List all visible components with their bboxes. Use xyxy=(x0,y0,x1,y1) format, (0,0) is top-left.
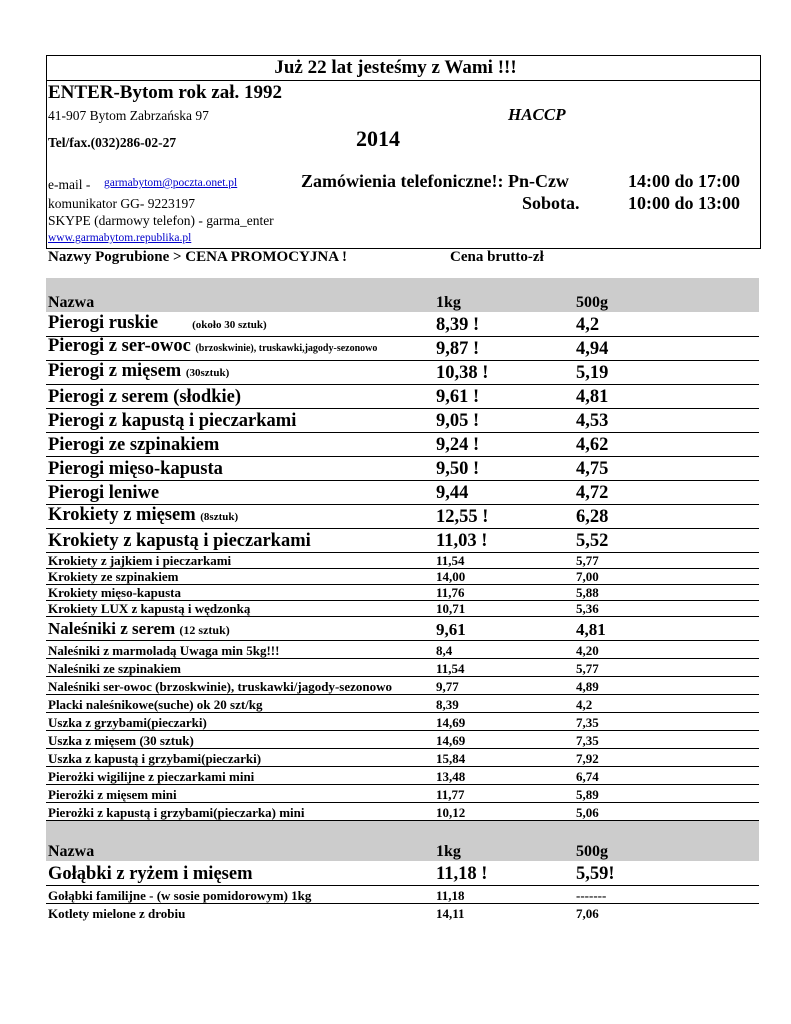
table-row xyxy=(46,384,759,409)
price-1kg: 9,87 ! xyxy=(436,339,480,359)
table-row xyxy=(46,861,759,886)
price-500g: 7,35 xyxy=(576,733,599,748)
price-1kg: 11,18 ! xyxy=(436,864,488,884)
item-name: Uszka z mięsem (30 sztuk) xyxy=(48,733,194,748)
price-500g: 5,88 xyxy=(576,585,599,600)
price-1kg: 9,44 xyxy=(436,483,469,503)
orders-hours-saturday: 10:00 do 13:00 xyxy=(628,193,740,213)
price-1kg: 14,00 xyxy=(436,569,466,584)
item-name: Krokiety z jajkiem i pieczarkami xyxy=(48,553,232,568)
email-label: e-mail - xyxy=(48,177,91,192)
price-1kg: 9,24 ! xyxy=(436,435,480,455)
email-link[interactable]: garmabytom@poczta.onet.pl xyxy=(104,177,238,189)
price-500g: ------- xyxy=(576,888,607,903)
item-note: (30sztuk) xyxy=(185,367,230,379)
table-row xyxy=(46,640,759,659)
price-1kg: 14,69 xyxy=(436,733,466,748)
column-header-row-2 xyxy=(46,821,759,861)
price-500g: 4,72 xyxy=(576,483,609,503)
price-500g: 7,35 xyxy=(576,715,599,730)
price-500g: 4,81 xyxy=(576,620,606,639)
item-name: Krokiety z mięsem xyxy=(48,505,196,525)
table-row xyxy=(46,528,759,553)
item-name: Kotlety mielone z drobiu xyxy=(48,906,186,921)
item-name: Krokiety LUX z kapustą i wędzonką xyxy=(48,601,251,616)
company-name: ENTER-Bytom rok zał. 1992 xyxy=(48,82,282,103)
item-name: Pierogi ze szpinakiem xyxy=(48,435,220,455)
price-500g: 7,92 xyxy=(576,751,599,766)
gg-messenger: komunikator GG- 9223197 xyxy=(48,196,195,211)
price-1kg: 11,03 ! xyxy=(436,531,488,551)
price-1kg: 14,11 xyxy=(436,906,465,921)
table-row xyxy=(46,730,759,749)
price-500g: 4,94 xyxy=(576,339,609,359)
price-1kg: 10,38 ! xyxy=(436,363,489,383)
table-row xyxy=(46,712,759,731)
item-name: Krokiety z kapustą i pieczarkami xyxy=(48,531,311,551)
price-500g: 4,2 xyxy=(576,697,593,712)
table-row xyxy=(46,694,759,713)
item-name: Pierożki z kapustą i grzybami(pieczarka) mini xyxy=(48,805,305,820)
price-500g: 4,62 xyxy=(576,435,609,455)
item-name: Pierogi mięso-kapusta xyxy=(48,459,223,479)
price-1kg: 11,54 xyxy=(436,553,465,568)
table-row xyxy=(46,784,759,803)
year: 2014 xyxy=(356,126,400,151)
table-row xyxy=(46,552,759,569)
table-row xyxy=(46,658,759,677)
table-row xyxy=(46,504,759,529)
item-name: Gołąbki familijne - (w sosie pomidorowym) 1kg xyxy=(48,888,312,903)
price-1kg: 9,05 ! xyxy=(436,411,480,431)
item-note: (około 30 sztuk) xyxy=(192,319,267,331)
table-row xyxy=(46,802,759,821)
table-row xyxy=(46,676,759,695)
price-1kg: 8,39 ! xyxy=(436,315,480,335)
price-note: Cena brutto-zł xyxy=(450,249,544,265)
price-1kg: 11,76 xyxy=(436,585,465,600)
item-name: Naleśniki z serem xyxy=(48,619,176,638)
price-1kg: 9,50 ! xyxy=(436,459,480,479)
column-1kg: 1kg xyxy=(436,294,461,311)
price-1kg: 9,61 xyxy=(436,620,466,639)
orders-hours-weekday: 14:00 do 17:00 xyxy=(628,171,740,191)
price-500g: 5,52 xyxy=(576,531,609,551)
price-1kg: 9,61 ! xyxy=(436,387,480,407)
promo-notice: Nazwy Pogrubione > CENA PROMOCYJNA ! xyxy=(48,249,347,265)
item-name: Gołąbki z ryżem i mięsem xyxy=(48,864,253,884)
price-1kg: 11,54 xyxy=(436,661,465,676)
price-1kg: 8,4 xyxy=(436,643,453,658)
column-500g: 500g xyxy=(576,843,608,860)
table-row xyxy=(46,312,759,337)
price-500g: 5,59! xyxy=(576,864,615,884)
table-row xyxy=(46,568,759,585)
price-1kg: 11,18 xyxy=(436,888,465,903)
table-row xyxy=(46,360,759,385)
table-row xyxy=(46,903,759,921)
header-divider xyxy=(46,80,761,81)
item-name: Naleśniki z marmoladą Uwaga min 5kg!!! xyxy=(48,643,280,658)
item-name: Uszka z kapustą i grzybami(pieczarki) xyxy=(48,751,262,766)
table-row xyxy=(46,336,759,361)
price-500g: 4,53 xyxy=(576,411,609,431)
item-note: (12 sztuk) xyxy=(179,623,230,637)
price-500g: 5,77 xyxy=(576,553,599,568)
column-500g: 500g xyxy=(576,294,608,311)
price-1kg: 11,77 xyxy=(436,787,465,802)
price-1kg: 13,48 xyxy=(436,769,466,784)
table-row xyxy=(46,766,759,785)
item-name: Pierogi z ser-owoc xyxy=(48,336,191,356)
table-row xyxy=(46,432,759,457)
price-1kg: 14,69 xyxy=(436,715,466,730)
orders-label: Zamówienia telefoniczne!: Pn-Czw xyxy=(301,171,569,191)
price-500g: 7,06 xyxy=(576,906,599,921)
website-link[interactable]: www.garmabytom.republika.pl xyxy=(48,232,192,244)
item-name: Placki naleśnikowe(suche) ok 20 szt/kg xyxy=(48,697,263,712)
header-title: Już 22 lat jesteśmy z Wami !!! xyxy=(274,57,517,78)
column-name: Nazwa xyxy=(48,843,95,860)
price-500g: 4,75 xyxy=(576,459,609,479)
column-header-row xyxy=(46,278,759,312)
price-500g: 7,00 xyxy=(576,569,599,584)
item-name: Naleśniki ser-owoc (brzoskwinie), truskawki/jagody-sezonowo xyxy=(48,679,393,694)
item-name: Naleśniki ze szpinakiem xyxy=(48,661,181,676)
saturday-label: Sobota. xyxy=(522,193,580,213)
haccp-label: HACCP xyxy=(508,105,566,124)
item-note: (brzoskwinie), truskawki,jagody-sezonowo xyxy=(195,343,378,354)
item-name: Pierogi z mięsem xyxy=(48,361,182,381)
item-name: Krokiety ze szpinakiem xyxy=(48,569,179,584)
table-row xyxy=(46,748,759,767)
price-500g: 5,06 xyxy=(576,805,599,820)
price-500g: 4,2 xyxy=(576,315,600,335)
item-name: Pierożki wigilijne z pieczarkami mini xyxy=(48,769,255,784)
column-name: Nazwa xyxy=(48,294,95,311)
price-500g: 5,77 xyxy=(576,661,599,676)
price-1kg: 9,77 xyxy=(436,679,459,694)
table-row xyxy=(46,456,759,481)
table-row xyxy=(46,584,759,601)
item-name: Pierogi z kapustą i pieczarkami xyxy=(48,411,297,431)
price-500g: 5,89 xyxy=(576,787,599,802)
table-row xyxy=(46,616,759,641)
price-500g: 6,74 xyxy=(576,769,599,784)
table-row xyxy=(46,885,759,904)
price-500g: 4,89 xyxy=(576,679,599,694)
skype: SKYPE (darmowy telefon) - garma_enter xyxy=(48,213,274,228)
table-row xyxy=(46,408,759,433)
item-name: Pierogi leniwe xyxy=(48,483,160,503)
price-1kg: 8,39 xyxy=(436,697,459,712)
address: 41-907 Bytom Zabrzańska 97 xyxy=(48,108,209,123)
item-name: Pierogi ruskie xyxy=(48,313,159,333)
price-500g: 4,20 xyxy=(576,643,599,658)
table-row xyxy=(46,600,759,617)
price-1kg: 15,84 xyxy=(436,751,466,766)
item-name: Pierożki z mięsem mini xyxy=(48,787,177,802)
price-1kg: 10,12 xyxy=(436,805,466,820)
price-1kg: 10,71 xyxy=(436,601,466,616)
phone: Tel/fax.(032)286-02-27 xyxy=(48,135,177,150)
price-500g: 4,81 xyxy=(576,387,609,407)
price-500g: 6,28 xyxy=(576,507,609,527)
item-name: Uszka z grzybami(pieczarki) xyxy=(48,715,207,730)
item-name: Pierogi z serem (słodkie) xyxy=(48,387,242,407)
price-1kg: 12,55 ! xyxy=(436,507,489,527)
price-500g: 5,19 xyxy=(576,363,609,383)
item-note: (8sztuk) xyxy=(200,511,239,523)
price-500g: 5,36 xyxy=(576,601,599,616)
table-row xyxy=(46,480,759,505)
item-name: Krokiety mięso-kapusta xyxy=(48,585,182,600)
column-1kg: 1kg xyxy=(436,843,461,860)
